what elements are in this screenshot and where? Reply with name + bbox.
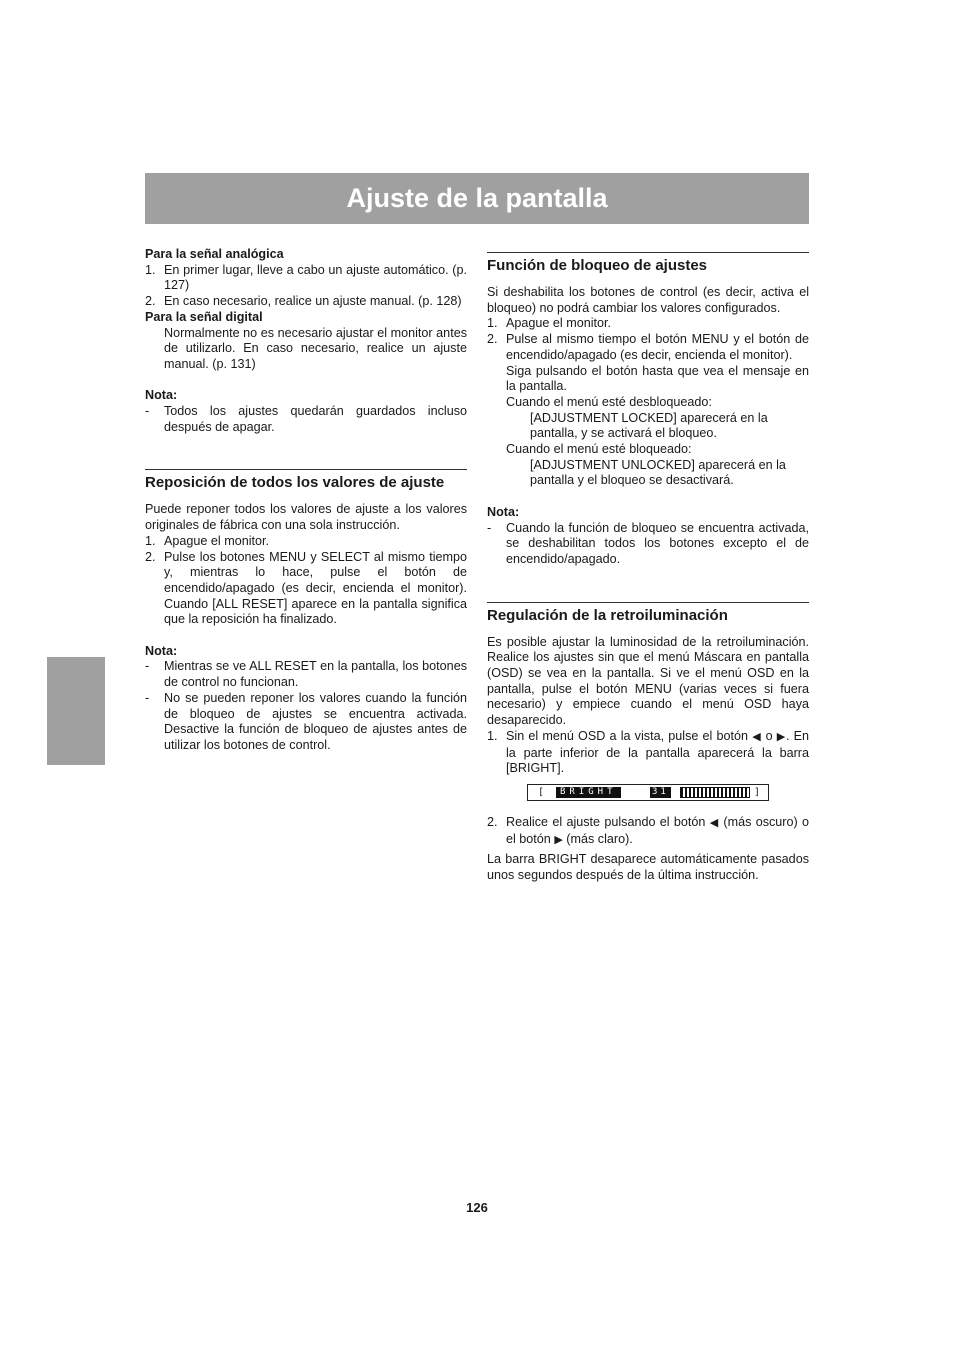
page-number: 126 <box>466 1200 488 1215</box>
lock-section-heading: Función de bloqueo de ajustes <box>487 252 809 276</box>
list-item: 1. En primer lugar, lleve a cabo un ajuste automático. (p. 127) <box>145 262 467 293</box>
bright-osd-bar <box>527 784 769 801</box>
note-item: - No se pueden reponer los valores cuando la función de bloqueo de ajustes se encuentra activada. Desactive la función de bloqueo de ajustes antes de utilizar los botones de control. <box>145 690 467 752</box>
right-arrow-icon: ▶ <box>776 730 786 743</box>
note-label: Nota: <box>145 643 178 658</box>
backlight-intro: Es posible ajustar la luminosidad de la retroiluminación. Realice los ajustes sin que el menú Máscara en pantalla (OSD) se vea en la pantalla. Si ve el menú OSD en la pantalla, pulse el botón MENU (varias veces si fuera necesario) y empiece cuando el menú OSD haya desaparecido. <box>487 634 809 728</box>
lock-intro: Si deshabilita los botones de control (es decir, activa el bloqueo) no podrá cambiar los valores configurados. <box>487 285 809 315</box>
digital-text: Normalmente no es necesario ajustar el monitor antes de utilizarlo. En caso necesario, realice un ajuste manual. (p. 131) <box>164 325 467 371</box>
lock-step2-cont: Siga pulsando el botón hasta que vea el mensaje en la pantalla. <box>506 363 809 394</box>
list-item: 2. Pulse los botones MENU y SELECT al mismo tiempo y, mientras lo hace, pulse el botón de encendido/apagado (es decir, encienda el monitor). Cuando [ALL RESET] aparece en la pantalla significa que la reposición ha finalizado. <box>145 549 467 627</box>
reset-intro: Puede reponer todos los valores de ajuste a los valores originales de fábrica con una sola instrucción. <box>145 502 467 533</box>
backlight-section-heading: Regulación de la retroiluminación <box>487 602 809 626</box>
list-item: 2. Realice el ajuste pulsando el botón ◀ (más oscuro) o el botón ▶ (más claro). <box>487 814 810 846</box>
left-column <box>145 247 467 754</box>
osd-level-bar <box>680 787 750 798</box>
digital-heading: Para la señal digital <box>145 309 263 324</box>
list-item: 1. Apague el monitor. <box>145 533 270 548</box>
lock-when-unlocked: Cuando el menú esté desbloqueado: <box>506 394 712 409</box>
note-item: - Mientras se ve ALL RESET en la pantalla, los botones de control no funcionan. <box>145 659 467 690</box>
lock-unlocked-message: [ADJUSTMENT UNLOCKED] aparecerá en la pantalla y el bloqueo se desactivará. <box>530 457 786 488</box>
page-title: Ajuste de la pantalla <box>145 173 809 224</box>
osd-close-bracket: ] <box>754 786 761 798</box>
osd-value: 31 <box>652 786 669 797</box>
osd-open-bracket: [ <box>538 786 545 798</box>
lock-locked-message: [ADJUSTMENT LOCKED] aparecerá en la pantalla, y se activará el bloqueo. <box>530 410 768 441</box>
analog-heading: Para la señal analógica <box>145 247 284 261</box>
section-tab <box>47 657 105 765</box>
list-item: 1. Apague el monitor. <box>487 316 612 331</box>
reset-section-heading: Reposición de todos los valores de ajuste <box>145 469 467 493</box>
left-arrow-icon: ◀ <box>752 730 762 743</box>
list-item: 2. En caso necesario, realice un ajuste manual. (p. 128) <box>145 294 462 309</box>
note-label: Nota: <box>487 504 520 519</box>
lock-when-locked: Cuando el menú esté bloqueado: <box>506 442 692 457</box>
note-item: - Todos los ajustes quedarán guardados incluso después de apagar. <box>145 404 467 434</box>
list-item: 2. Pulse al mismo tiempo el botón MENU y el botón de encendido/apagado (es decir, encienda el monitor). <box>487 332 809 362</box>
left-arrow-icon: ◀ <box>709 816 720 829</box>
right-column <box>487 252 809 884</box>
list-item: 1. Sin el menú OSD a la vista, pulse el botón ◀ o ▶. En la parte inferior de la pantalla aparecerá la barra [BRIGHT]. <box>487 728 810 776</box>
osd-label: BRIGHT <box>556 787 621 798</box>
right-arrow-icon: ▶ <box>554 833 563 846</box>
note-label: Nota: <box>145 388 178 403</box>
backlight-outro: La barra BRIGHT desaparece automáticamente pasados unos segundos después de la última instrucción. <box>487 852 809 883</box>
note-item: - Cuando la función de bloqueo se encuentra activada, se deshabilitan todos los botones excepto el de encendido/apagado. <box>487 520 809 566</box>
